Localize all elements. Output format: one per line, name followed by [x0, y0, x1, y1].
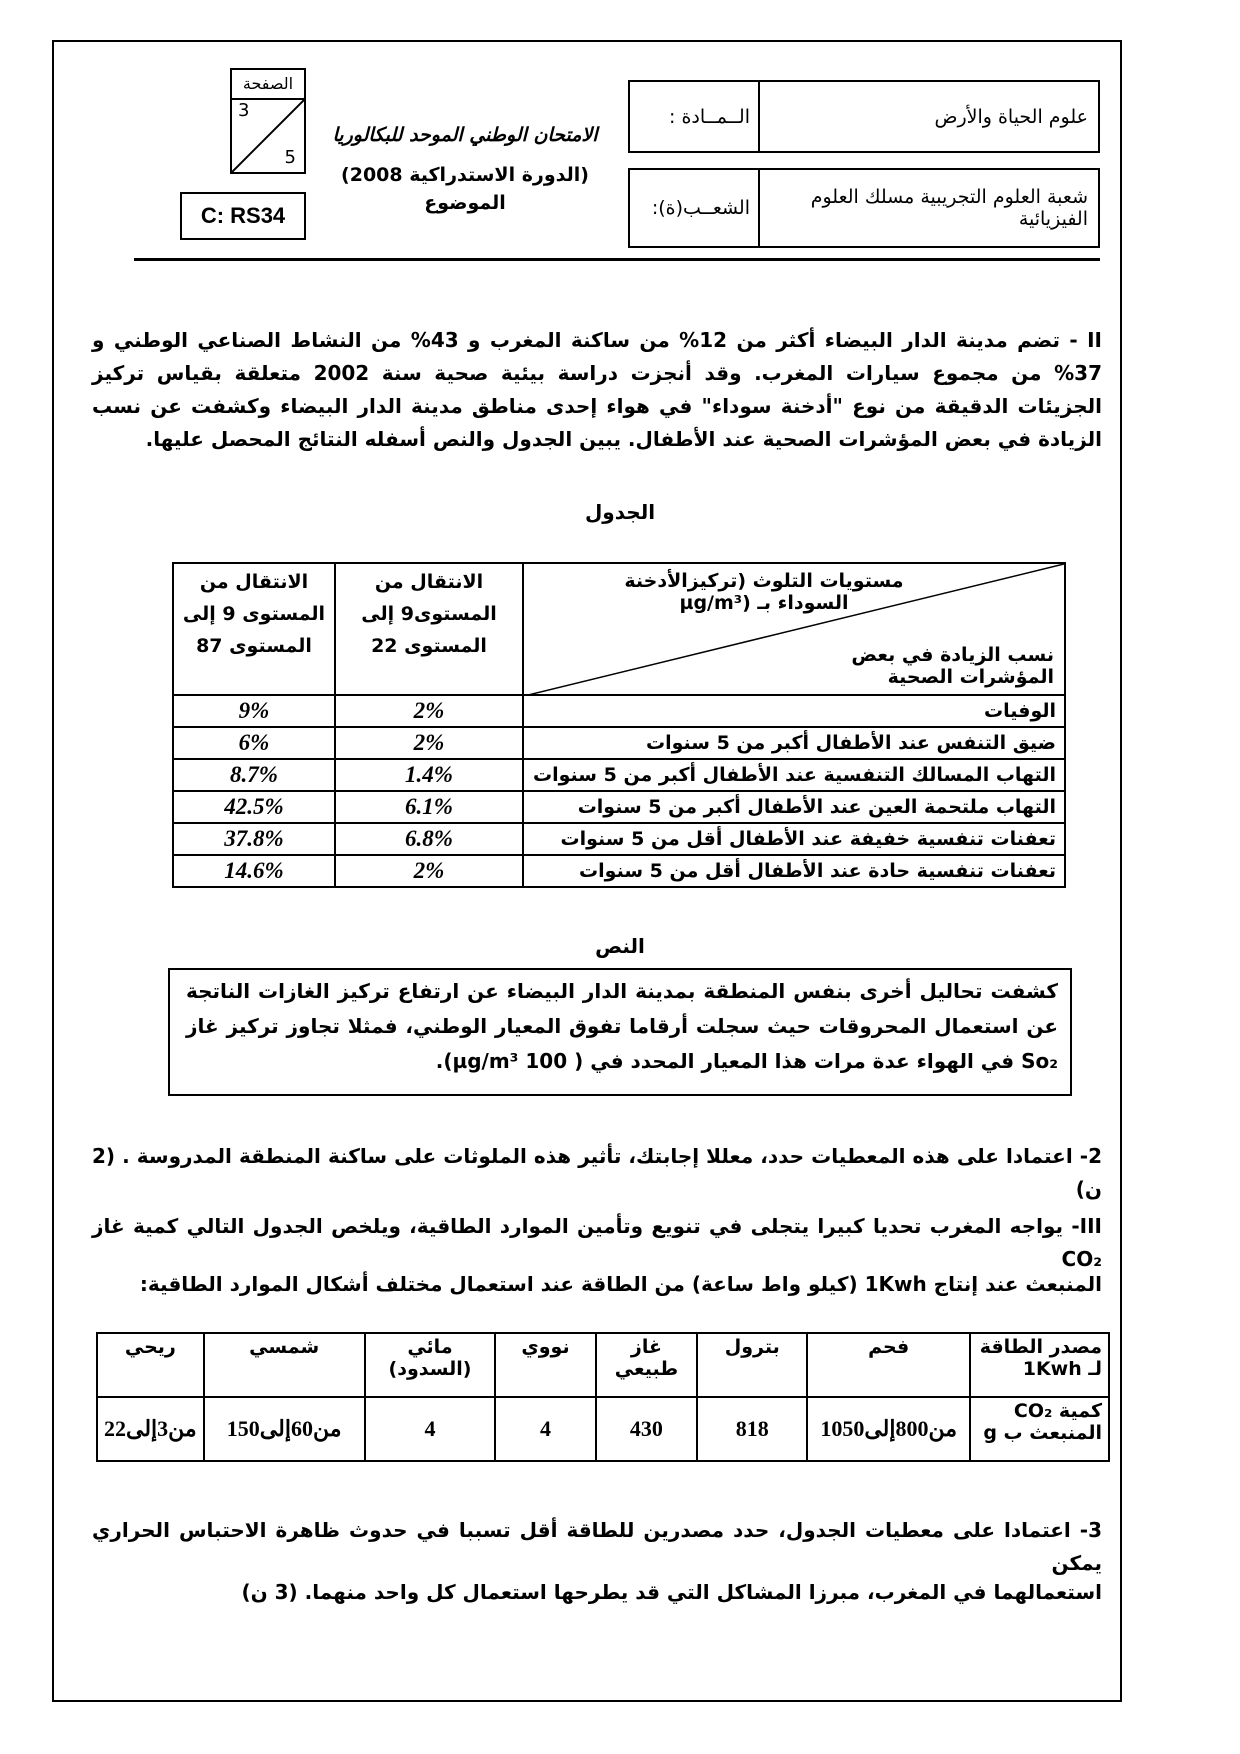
row-value-2: 14.6%	[173, 855, 335, 887]
source-value: 4	[495, 1397, 595, 1461]
health-indicators-table	[172, 562, 1066, 888]
page-label: الصفحة	[232, 70, 304, 100]
page-total: 5	[284, 147, 296, 168]
section3-intro-line2: المنبعث عند إنتاج 1Kwh (كيلو واط ساعة) من الطاقة عند استعمال مختلف أشكال الموارد الطاقية:	[139, 1272, 1102, 1296]
source-name: ريحي	[97, 1333, 204, 1397]
table1-corner	[523, 563, 1065, 695]
question-3-line2: استعمالهما في المغرب، مبرزا المشاكل التي قد يطرحها استعمال كل واحد منهما. (3 ن)	[241, 1580, 1102, 1604]
exam-code: C: RS34	[180, 192, 306, 240]
source-value: 4	[365, 1397, 496, 1461]
exam-title: الامتحان الوطني الموحد للبكالوريا	[332, 124, 598, 146]
row-value-2: 6%	[173, 727, 335, 759]
exam-subject: الموضوع	[424, 192, 506, 214]
row-value-2: 8.7%	[173, 759, 335, 791]
row-value-1: 6.1%	[335, 791, 523, 823]
row-value-2: 37.8%	[173, 823, 335, 855]
track-value: شعبة العلوم التجريبية مسلك العلوم الفيزيائية	[810, 186, 1088, 230]
source-name: فحم	[807, 1333, 970, 1397]
row-label: تعفنات تنفسية حادة عند الأطفال أقل من 5 سنوات	[523, 855, 1065, 887]
text-title: النص	[595, 934, 645, 958]
row-value-1: 2%	[335, 727, 523, 759]
row-label: الوفيات	[523, 695, 1065, 727]
source-name: بترول	[697, 1333, 807, 1397]
corner-top-label: مستويات التلوث (تركيزالأدخنة السوداء بـ (µg/m³	[624, 570, 904, 614]
source-value: 818	[697, 1397, 807, 1461]
row-label: التهاب المسالك التنفسية عند الأطفال أكبر من 5 سنوات	[523, 759, 1065, 791]
source-name: مائي (السدود)	[365, 1333, 496, 1397]
row-value-2: 42.5%	[173, 791, 335, 823]
question-3-line1: 3- اعتمادا على معطيات الجدول، حدد مصدرين للطاقة أقل تسببا في حدوث ظاهرة الاحتباس الحراري يمكن	[92, 1518, 1102, 1575]
source-name: نووي	[495, 1333, 595, 1397]
table1-title: الجدول	[584, 500, 656, 524]
subject-label: الــمــادة :	[630, 82, 760, 151]
row-value-1: 6.8%	[335, 823, 523, 855]
track-box	[628, 168, 1100, 248]
corner-bottom-label: نسب الزيادة في بعض المؤشرات الصحية	[851, 644, 1054, 688]
row-label: ضيق التنفس عند الأطفال أكبر من 5 سنوات	[523, 727, 1065, 759]
source-value: 430	[596, 1397, 698, 1461]
exam-session: (الدورة الاستدراكية 2008)	[341, 164, 589, 186]
co2-row-label: كمية CO₂ المنبعث ب g	[970, 1397, 1109, 1461]
source-name: شمسي	[204, 1333, 365, 1397]
energy-source-header: مصدر الطاقة لـ 1Kwh	[970, 1333, 1109, 1397]
source-value: من800إلى1050	[807, 1397, 970, 1461]
source-value: من60إلى150	[204, 1397, 365, 1461]
section2-intro: II - تضم مدينة الدار البيضاء أكثر من 12% من ساكنة المغرب و 43% من النشاط الصناعي الوطني و 37% من مجموع سيارات المغرب. وقد أنجزت دراسة بيئية صحية سنة 2002 متعلقة بقياس تركيز الجزيئات الدقيقة من نوع "أدخنة سوداء" في هواء إحدى مناطق مدينة الدار البيضاء وكشفت عن نسب الزيادة في بعض المؤشرات الصحية عند الأطفال. يبين الجدول والنص أسفله النتائج المحصل عليها.	[92, 328, 1102, 451]
row-value-1: 2%	[335, 855, 523, 887]
track-label: الشعــب(ة):	[630, 170, 760, 246]
row-label: تعفنات تنفسية خفيفة عند الأطفال أقل من 5 سنوات	[523, 823, 1065, 855]
page-number-box	[230, 68, 306, 174]
text-body: كشفت تحاليل أخرى بنفس المنطقة بمدينة الدار البيضاء عن ارتفاع تركيز الغازات الناتجة عن استعمال المحروقات حيث سجلت أرقاما تفوق المعيار الوطني، فمثلا تجاوز تركيز غاز So₂ في الهواء عدة مرات هذا المعيار المحدد في ( 100 µg/m³).	[168, 968, 1072, 1096]
row-value-2: 9%	[173, 695, 335, 727]
source-value: من3إلى22	[97, 1397, 204, 1461]
col1-header: الانتقال من المستوى9 إلى المستوى 22	[335, 563, 523, 695]
row-label: التهاب ملتحمة العين عند الأطفال أكبر من 5 سنوات	[523, 791, 1065, 823]
header-divider	[134, 258, 1100, 261]
col2-header: الانتقال من المستوى 9 إلى المستوى 87	[173, 563, 335, 695]
row-value-1: 1.4%	[335, 759, 523, 791]
co2-emissions-table	[96, 1332, 1110, 1462]
subject-value: علوم الحياة والأرض	[934, 105, 1088, 128]
subject-box	[628, 80, 1100, 153]
source-name: غاز طبيعي	[596, 1333, 698, 1397]
question-2: 2- اعتمادا على هذه المعطيات حدد، معللا إجابتك، تأثير هذه الملوثات على ساكنة المنطقة المدروسة . (2 ن)	[92, 1144, 1102, 1201]
section3-intro-line1: III- يواجه المغرب تحديا كبيرا يتجلى في تنويع وتأمين الموارد الطاقية، ويلخص الجدول التالي كمية غاز CO₂	[92, 1214, 1102, 1271]
row-value-1: 2%	[335, 695, 523, 727]
page-current: 3	[238, 100, 250, 121]
